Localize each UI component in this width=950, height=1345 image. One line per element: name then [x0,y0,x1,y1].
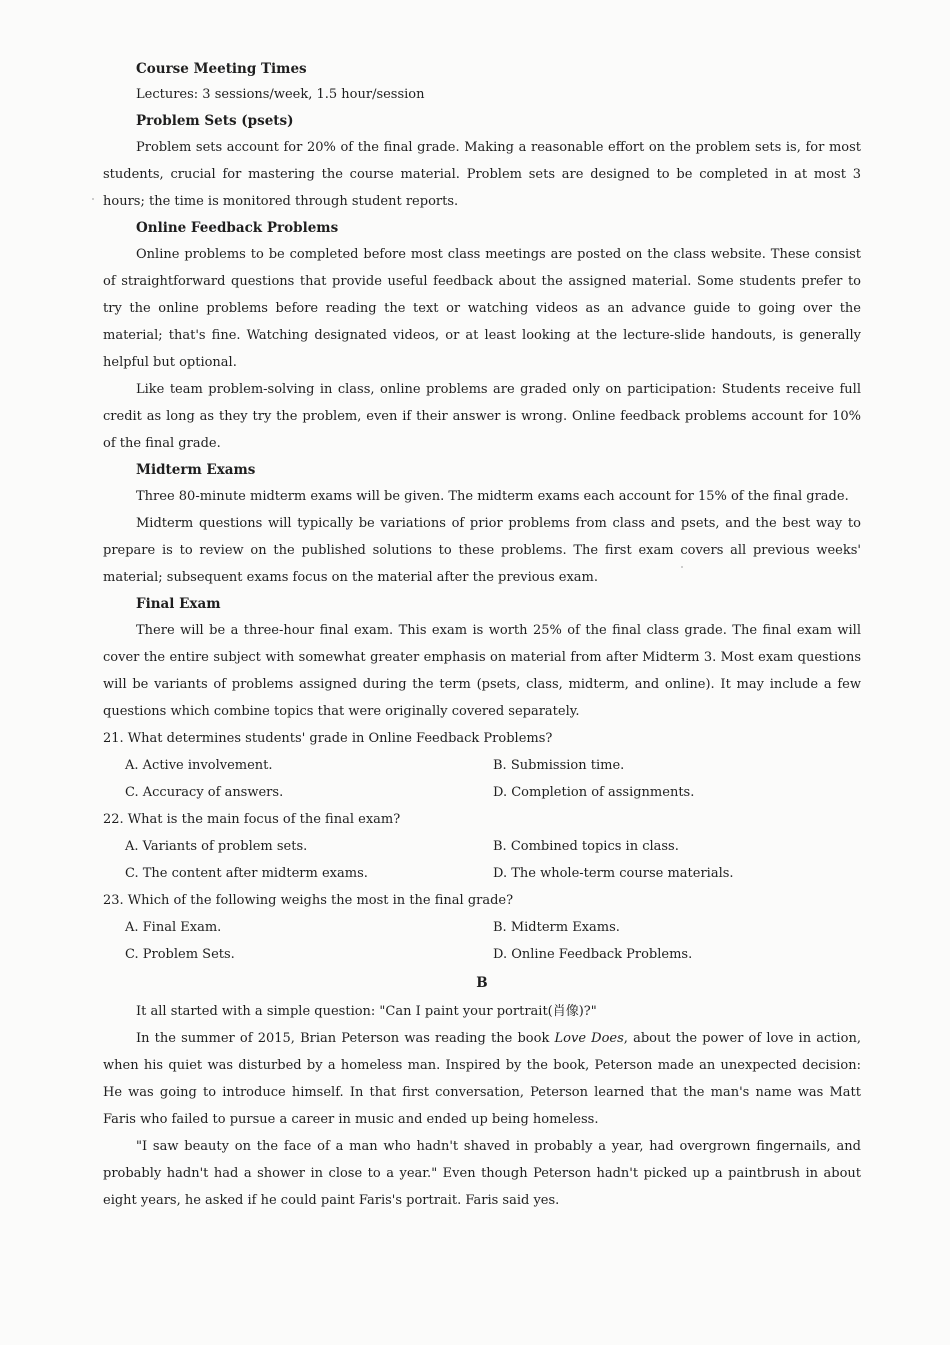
lectures-line: Lectures: 3 sessions/week, 1.5 hour/session [136,87,425,102]
question-stem: 21. What determines students' grade in Online Feedback Problems? [103,731,553,746]
option-a: A. Final Exam. [125,920,222,935]
meeting-heading: Course Meeting Times [136,61,307,77]
question-22 [103,806,861,887]
final-heading: Final Exam [136,596,221,612]
online-paragraph-1: Online problems to be completed before most class meetings are posted on the class website. These consist of straightforward questions that provide useful feedback about the assigned material. Some students prefer to try the online problems before reading the text or watching videos as an advance guide to going over the material; that's fine. Watching designated videos, or at least looking at the lecture-slide handouts, is generally helpful but optional. [103,247,861,370]
book-title: Love Does [554,1031,624,1046]
option-b: B. Combined topics in class. [493,839,679,854]
option-b: B. Midterm Exams. [493,920,620,935]
option-b: B. Submission time. [493,758,625,773]
passage-b-paragraph-2 [103,1025,861,1133]
question-stem: 23. Which of the following weighs the most in the final grade? [103,893,514,908]
option-row [125,914,861,941]
option-row [125,833,861,860]
passage-b-paragraph-3: "I saw beauty on the face of a man who hadn't shaved in probably a year, had overgrown fingernails, and probably hadn't had a shower in close to a year." Even though Peterson hadn't picked up a paintbrush in about eight years, he asked if he could paint Faris's portrait. Faris said yes. [103,1139,861,1208]
option-row [125,941,861,968]
online-paragraph-2: Like team problem-solving in class, online problems are graded only on participation: Students receive full credit as long as they try the problem, even if their answer is wrong. Online feedback problems account for 10% of the final grade. [103,382,861,451]
paragraph-text: , about the power of love in action, when his quiet was disturbed by a homeless man. Inspired by the book, Peterson made an unexpected decision: He was going to introduce himself. In that first conversation, Peterson learned that the man's name was Matt Faris who failed to pursue a career in music and ended up being homeless. [103,1031,861,1127]
midterm-heading: Midterm Exams [136,462,256,478]
option-d: D. Online Feedback Problems. [493,947,693,962]
option-c: C. The content after midterm exams. [125,866,368,881]
midterm-paragraph-2: Midterm questions will typically be variations of prior problems from class and psets, and the best way to prepare is to review on the published solutions to these problems. The first exam covers all previous weeks' material; subsequent exams focus on the material after the previous exam. [103,516,861,585]
psets-paragraph: Problem sets account for 20% of the final grade. Making a reasonable effort on the problem sets is, for most students, crucial for mastering the course material. Problem sets are designed to be completed in at most 3 hours; the time is monitored through student reports. [103,140,861,209]
option-c: C. Problem Sets. [125,947,235,962]
option-c: C. Accuracy of answers. [125,785,284,800]
passage-b-paragraph-1: It all started with a simple question: "Can I paint your portrait(肖像)?" [136,1004,597,1019]
option-a: A. Active involvement. [125,758,273,773]
online-heading: Online Feedback Problems [136,220,339,236]
paragraph-text: In the summer of 2015, Brian Peterson was reading the book [136,1031,555,1046]
option-row [125,779,861,806]
question-stem: 22. What is the main focus of the final exam? [103,812,401,827]
midterm-paragraph-1: Three 80-minute midterm exams will be given. The midterm exams each account for 15% of the final grade. [136,489,849,504]
psets-heading: Problem Sets (psets) [136,113,294,129]
option-d: D. Completion of assignments. [493,785,695,800]
option-row [125,860,861,887]
question-21 [103,725,861,806]
page-content [103,56,861,1214]
option-row [125,752,861,779]
option-d: D. The whole-term course materials. [493,866,734,881]
final-paragraph: There will be a three-hour final exam. This exam is worth 25% of the final class grade. The final exam will cover the entire subject with somewhat greater emphasis on material from after Midterm 3. Most exam questions will be variants of problems assigned during the term (psets, class, midterm, and online). It may include a few questions which combine topics that were originally covered separately. [103,623,861,719]
section-b-marker: B [476,975,488,991]
scan-speck [92,198,94,200]
question-23 [103,887,861,968]
option-a: A. Variants of problem sets. [125,839,308,854]
